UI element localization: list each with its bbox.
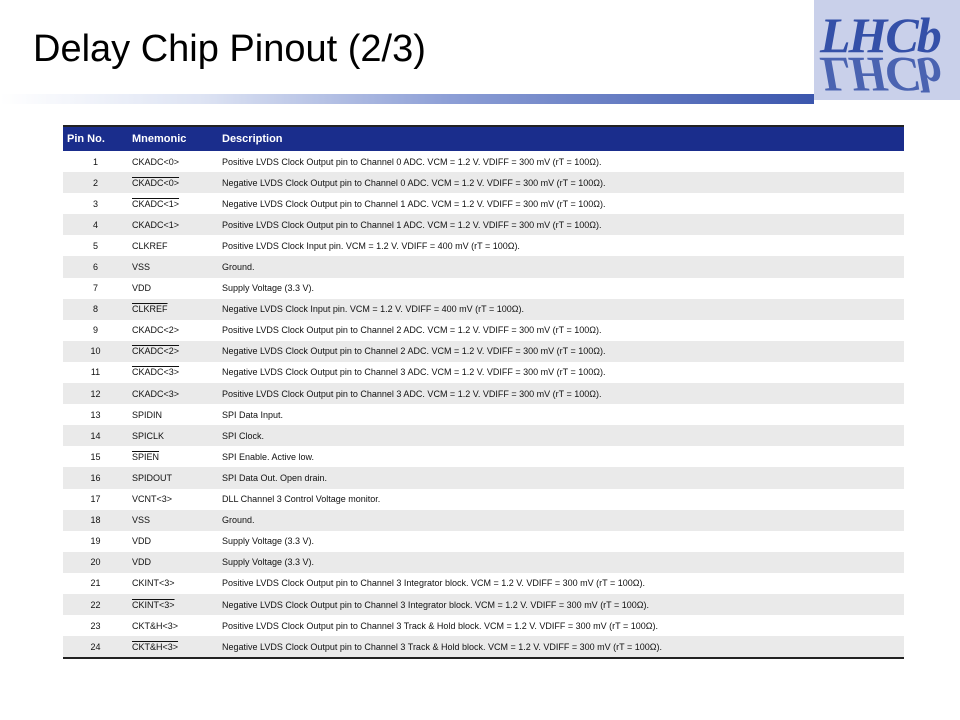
pinout-table-body <box>63 151 904 658</box>
table-row <box>63 510 904 531</box>
mnemonic-cell: SPIDOUT <box>128 467 218 488</box>
pin-cell: 15 <box>63 446 128 467</box>
mnemonic-cell: CKT&H<3> <box>128 636 218 658</box>
pin-cell: 7 <box>63 278 128 299</box>
mnemonic-cell: CKADC<0> <box>128 172 218 193</box>
table-row <box>63 446 904 467</box>
description-cell: SPI Clock. <box>218 425 904 446</box>
pin-cell: 20 <box>63 552 128 573</box>
pin-cell: 16 <box>63 467 128 488</box>
lhcb-logo-reflection: LHCb <box>820 47 940 103</box>
description-cell: SPI Data Out. Open drain. <box>218 467 904 488</box>
mnemonic-cell: SPICLK <box>128 425 218 446</box>
mnemonic-cell: VSS <box>128 510 218 531</box>
description-cell: Negative LVDS Clock Output pin to Channel 1 ADC. VCM = 1.2 V. VDIFF = 300 mV (rT = 100Ω). <box>218 193 904 214</box>
pin-cell: 5 <box>63 235 128 256</box>
pin-cell: 19 <box>63 531 128 552</box>
mnemonic-cell: CKINT<3> <box>128 594 218 615</box>
description-cell: DLL Channel 3 Control Voltage monitor. <box>218 489 904 510</box>
table-header-row <box>63 126 904 151</box>
table-row <box>63 573 904 594</box>
mnemonic-cell: CKINT<3> <box>128 573 218 594</box>
table-row <box>63 383 904 404</box>
mnemonic-cell: SPIDIN <box>128 404 218 425</box>
pin-cell: 13 <box>63 404 128 425</box>
pin-cell: 6 <box>63 256 128 277</box>
description-cell: SPI Data Input. <box>218 404 904 425</box>
mnemonic-cell: VSS <box>128 256 218 277</box>
table-row <box>63 425 904 446</box>
description-cell: Positive LVDS Clock Output pin to Channel 3 Track & Hold block. VCM = 1.2 V. VDIFF = 300 mV (rT = 100Ω). <box>218 615 904 636</box>
mnemonic-cell: VDD <box>128 531 218 552</box>
table-row <box>63 531 904 552</box>
mnemonic-cell: CLKREF <box>128 299 218 320</box>
pin-cell: 1 <box>63 151 128 172</box>
mnemonic-cell: SPIEN <box>128 446 218 467</box>
table-row <box>63 151 904 172</box>
description-cell: Ground. <box>218 256 904 277</box>
description-cell: Supply Voltage (3.3 V). <box>218 278 904 299</box>
mnemonic-cell: VDD <box>128 278 218 299</box>
description-cell: Negative LVDS Clock Output pin to Channel 0 ADC. VCM = 1.2 V. VDIFF = 300 mV (rT = 100Ω). <box>218 172 904 193</box>
pin-cell: 18 <box>63 510 128 531</box>
pin-cell: 22 <box>63 594 128 615</box>
table-row <box>63 278 904 299</box>
description-cell: SPI Enable. Active low. <box>218 446 904 467</box>
description-cell: Positive LVDS Clock Input pin. VCM = 1.2 V. VDIFF = 400 mV (rT = 100Ω). <box>218 235 904 256</box>
description-cell: Negative LVDS Clock Output pin to Channel 2 ADC. VCM = 1.2 V. VDIFF = 300 mV (rT = 100Ω). <box>218 341 904 362</box>
pin-cell: 23 <box>63 615 128 636</box>
pinout-table <box>63 125 904 659</box>
pin-cell: 21 <box>63 573 128 594</box>
description-cell: Ground. <box>218 510 904 531</box>
table-row <box>63 299 904 320</box>
table-row <box>63 341 904 362</box>
mnemonic-cell: VCNT<3> <box>128 489 218 510</box>
description-cell: Negative LVDS Clock Input pin. VCM = 1.2 V. VDIFF = 400 mV (rT = 100Ω). <box>218 299 904 320</box>
table-row <box>63 320 904 341</box>
mnemonic-cell: CKADC<3> <box>128 383 218 404</box>
mnemonic-cell: CKADC<2> <box>128 320 218 341</box>
description-cell: Positive LVDS Clock Output pin to Channel 1 ADC. VCM = 1.2 V. VDIFF = 300 mV (rT = 100Ω). <box>218 214 904 235</box>
table-row <box>63 256 904 277</box>
pin-cell: 9 <box>63 320 128 341</box>
mnemonic-cell: CKT&H<3> <box>128 615 218 636</box>
description-cell: Positive LVDS Clock Output pin to Channel 2 ADC. VCM = 1.2 V. VDIFF = 300 mV (rT = 100Ω). <box>218 320 904 341</box>
lhcb-logo <box>814 0 960 103</box>
description-cell: Supply Voltage (3.3 V). <box>218 552 904 573</box>
table-row <box>63 552 904 573</box>
table-row <box>63 594 904 615</box>
description-cell: Positive LVDS Clock Output pin to Channel 0 ADC. VCM = 1.2 V. VDIFF = 300 mV (rT = 100Ω). <box>218 151 904 172</box>
pin-cell: 10 <box>63 341 128 362</box>
header-pin-no: Pin No. <box>63 126 128 151</box>
mnemonic-cell: CKADC<1> <box>128 214 218 235</box>
description-cell: Negative LVDS Clock Output pin to Channel 3 ADC. VCM = 1.2 V. VDIFF = 300 mV (rT = 100Ω). <box>218 362 904 383</box>
title-underline-bar <box>0 94 814 104</box>
table-row <box>63 193 904 214</box>
slide-title: Delay Chip Pinout (2/3) <box>33 28 426 70</box>
table-row <box>63 615 904 636</box>
lhcb-logo-text: LHCb <box>820 7 940 63</box>
pin-cell: 12 <box>63 383 128 404</box>
table-row <box>63 214 904 235</box>
mnemonic-cell: VDD <box>128 552 218 573</box>
pin-cell: 8 <box>63 299 128 320</box>
mnemonic-cell: CKADC<1> <box>128 193 218 214</box>
header-mnemonic: Mnemonic <box>128 126 218 151</box>
table-row <box>63 636 904 658</box>
pin-cell: 3 <box>63 193 128 214</box>
table-row <box>63 489 904 510</box>
pin-cell: 4 <box>63 214 128 235</box>
pin-cell: 11 <box>63 362 128 383</box>
pin-cell: 24 <box>63 636 128 658</box>
pin-cell: 17 <box>63 489 128 510</box>
description-cell: Positive LVDS Clock Output pin to Channel 3 ADC. VCM = 1.2 V. VDIFF = 300 mV (rT = 100Ω). <box>218 383 904 404</box>
table-row <box>63 404 904 425</box>
description-cell: Supply Voltage (3.3 V). <box>218 531 904 552</box>
table-row <box>63 362 904 383</box>
mnemonic-cell: CLKREF <box>128 235 218 256</box>
mnemonic-cell: CKADC<0> <box>128 151 218 172</box>
description-cell: Positive LVDS Clock Output pin to Channel 3 Integrator block. VCM = 1.2 V. VDIFF = 300 mV (rT = 100Ω). <box>218 573 904 594</box>
pin-cell: 14 <box>63 425 128 446</box>
description-cell: Negative LVDS Clock Output pin to Channel 3 Track & Hold block. VCM = 1.2 V. VDIFF = 300 mV (rT = 100Ω). <box>218 636 904 658</box>
pin-cell: 2 <box>63 172 128 193</box>
mnemonic-cell: CKADC<3> <box>128 362 218 383</box>
header-description: Description <box>218 126 904 151</box>
description-cell: Negative LVDS Clock Output pin to Channel 3 Integrator block. VCM = 1.2 V. VDIFF = 300 mV (rT = 100Ω). <box>218 594 904 615</box>
table-row <box>63 467 904 488</box>
mnemonic-cell: CKADC<2> <box>128 341 218 362</box>
table-row <box>63 235 904 256</box>
table-row <box>63 172 904 193</box>
